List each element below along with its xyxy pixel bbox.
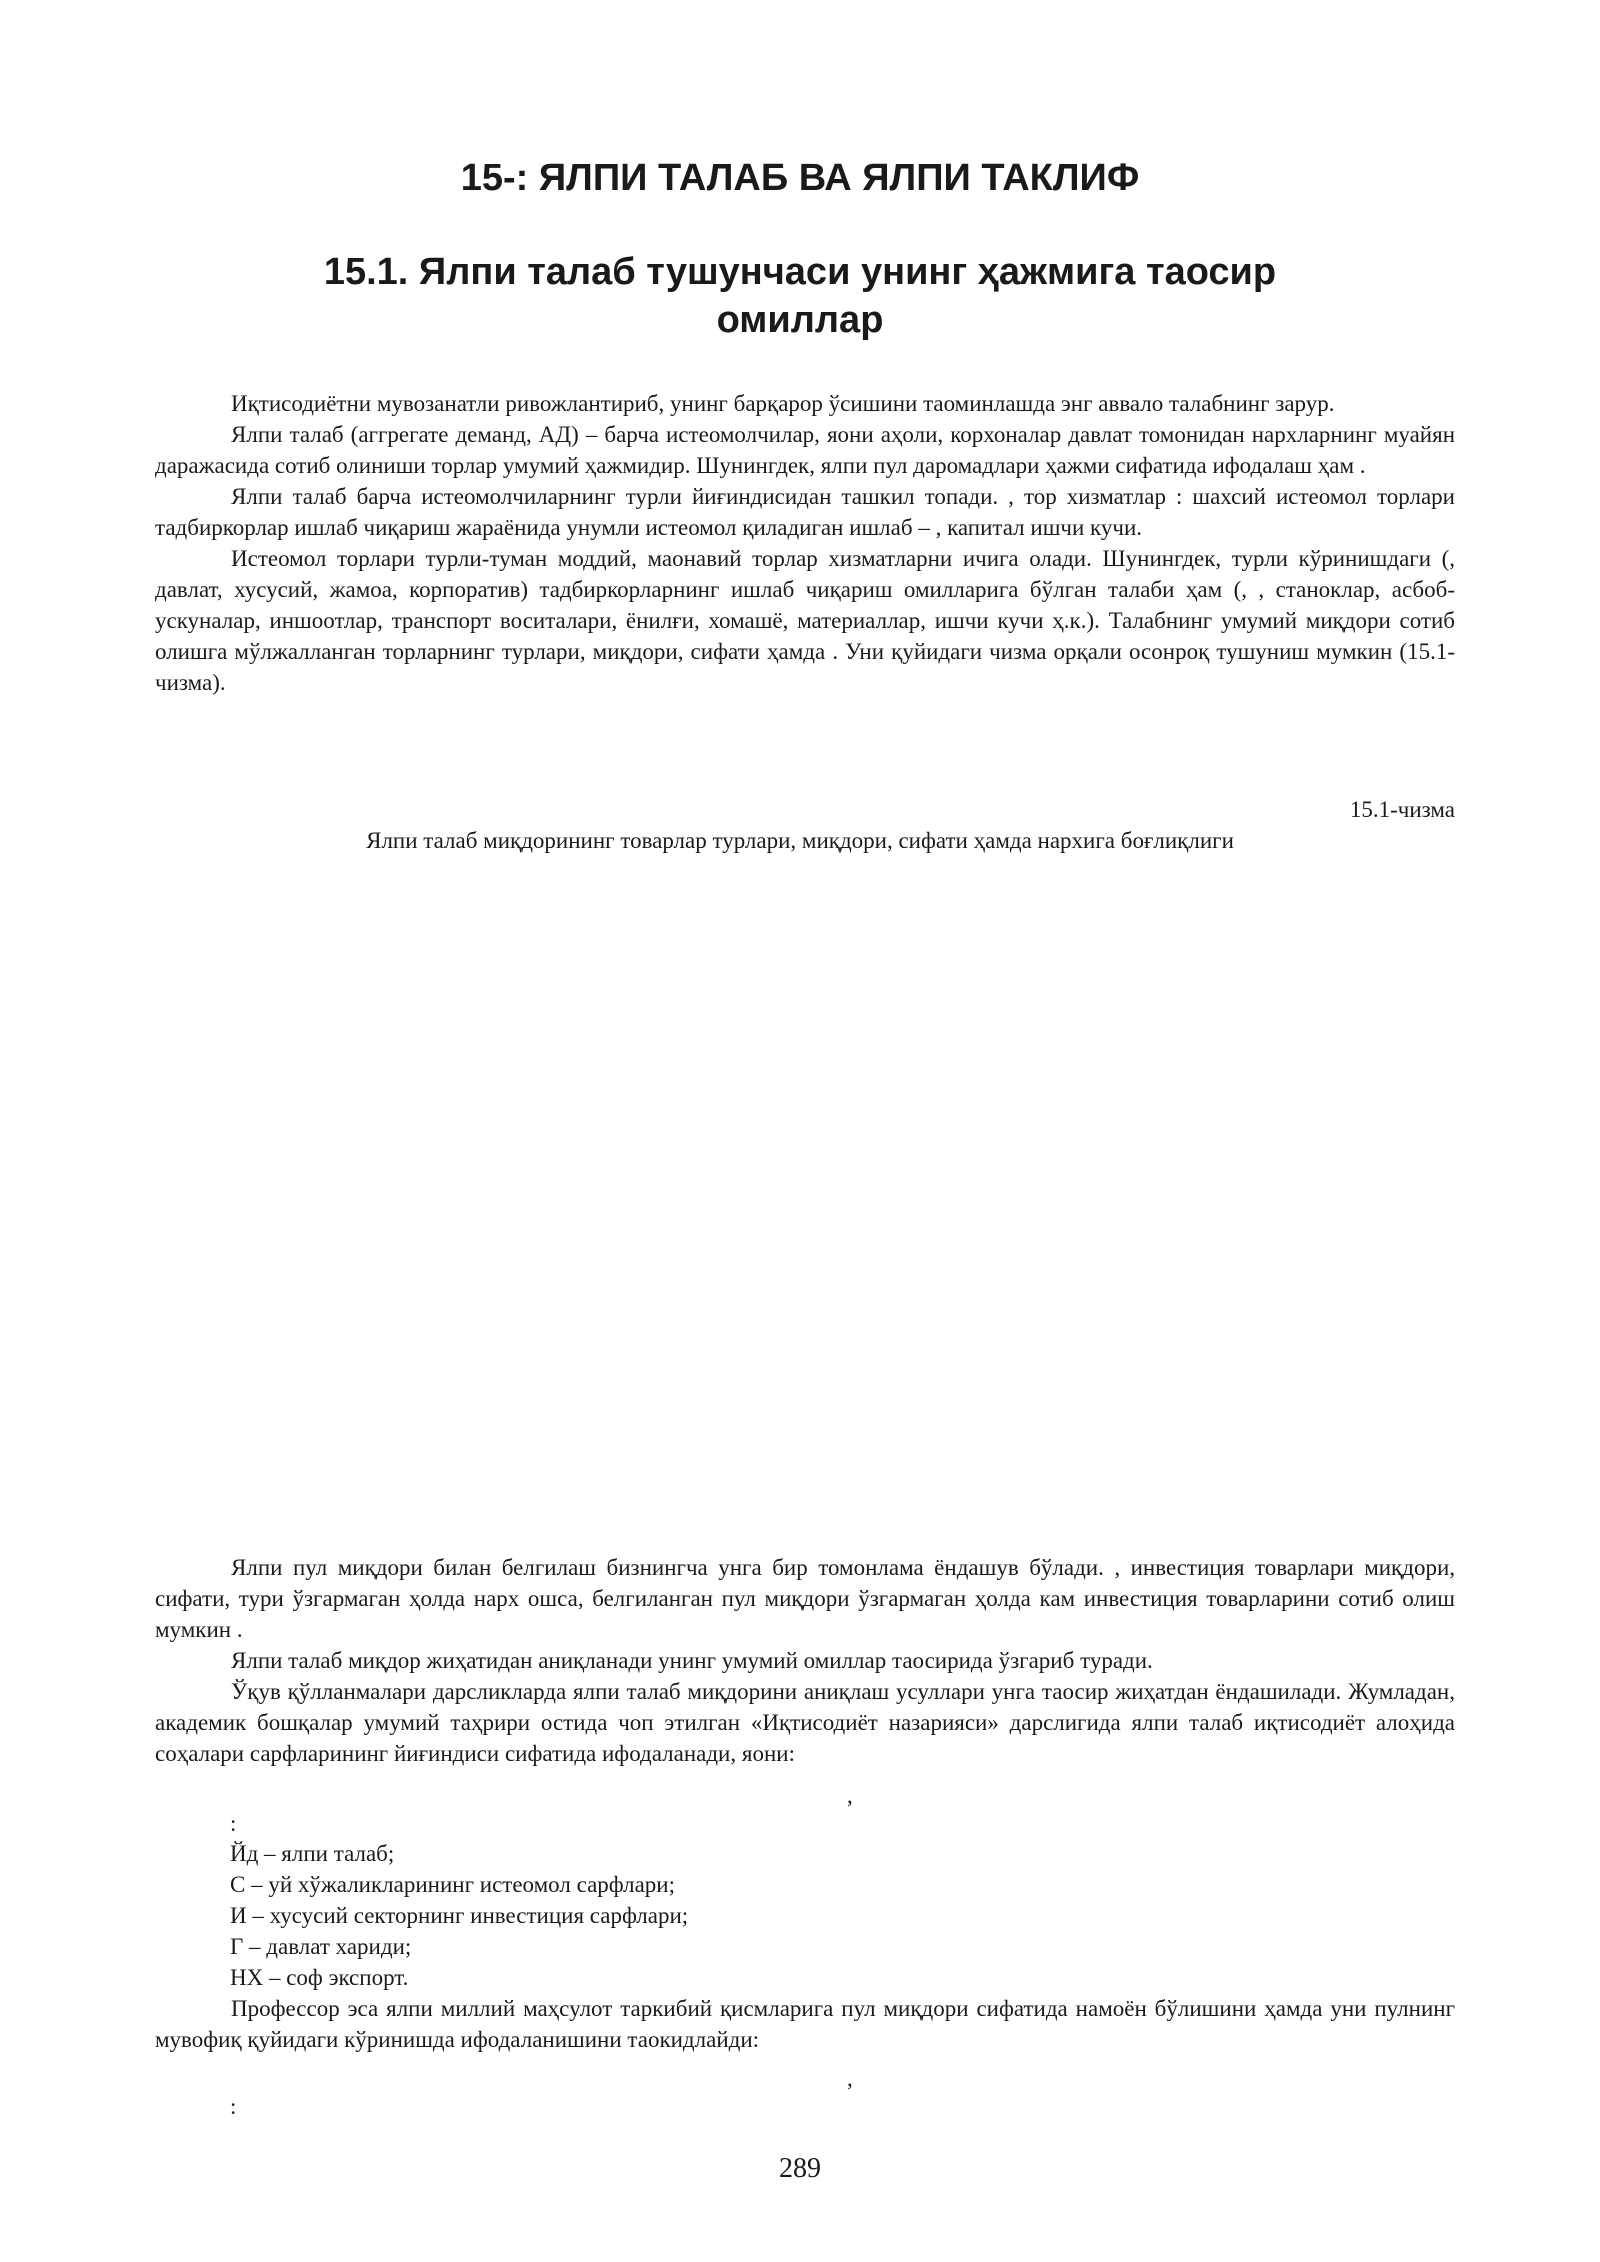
formula-colon: :: [230, 1811, 237, 1836]
section-title: 15.1. Ялпи талаб тушунчаси унинг ҳажмига таосир омиллар: [323, 251, 1277, 341]
middle-text: [155, 1552, 1455, 1769]
definition-item: И – хусусий секторнинг инвестиция сарфлари;: [230, 1903, 689, 1928]
figure-caption: Ялпи талаб миқдорининг товарлар турлари, миқдори, сифати ҳамда нархига боғлиқлиги: [366, 828, 1234, 853]
definition-item: Г – давлат хариди;: [230, 1934, 412, 1959]
chapter-title: 15-: ЯЛПИ ТАЛАБ ВА ЯЛПИ ТАКЛИФ: [460, 157, 1140, 199]
definition-item: НХ – соф экспорт.: [230, 1965, 409, 1990]
paragraph: Ўқув қўлланмалари дарсликларда ялпи талаб миқдорини аниқлаш усуллари унга таосир жиҳатдан ёндашилади. Жумладан, академик бошқалар умумий таҳрири остида чоп этилган «Иқтисодиёт назарияси» дарслигида ялпи талаб иқтисодиёт алоҳида соҳалари сарфларининг йиғиндиси сифатида ифодаланади, яони:: [155, 1679, 1455, 1766]
page-number: 289: [779, 2153, 821, 2184]
formula-colon: :: [230, 2094, 237, 2119]
paragraph: Истеомол торлари турли-туман моддий, маонавий торлар хизматларни ичига олади. Шунингдек, турли кўринишдаги (, давлат, хусусий, жамоа, корпоратив) тадбиркорларнинг ишлаб чиқариш омилларига бўлган талаби ҳам (, , станоклар, асбоб-ускуналар, иншоотлар, транспорт воситалари, ёнилғи, хомашё, материаллар, ишчи кучи ҳ.к.). Талабнинг умумий миқдори сотиб олишга мўлжалланган торларнинг турлари, миқдори, сифати ҳамда . Уни қуйидаги чизма орқали осонроқ тушуниш мумкин (15.1-чизма).: [155, 546, 1455, 695]
figure-label: 15.1-чизма: [1349, 797, 1455, 822]
intro-text: [155, 388, 1455, 698]
definition-item: С – уй хўжаликларининг истеомол сарфлари;: [230, 1872, 675, 1897]
professor-text: [155, 1993, 1455, 2055]
paragraph: Иқтисодиётни мувозанатли ривожлантириб, унинг барқарор ўсишини таоминлашда энг аввало талабнинг зарур.: [231, 391, 1335, 416]
formula-comma: ,: [847, 2066, 853, 2091]
formula-comma: ,: [847, 1783, 853, 1808]
figure-placeholder: [155, 872, 1455, 1542]
paragraph: Профессор эса ялпи миллий маҳсулот таркибий қисмларига пул миқдори сифатида намоён бўлишини ҳамда уни пулнинг мувофиқ қуйидаги кўринишда ифодаланишини таокидлайди:: [155, 1996, 1455, 2052]
paragraph: Ялпи талаб барча истеомолчиларнинг турли йиғиндисидан ташкил топади. , тор хизматлар : шахсий истеомол торлари тадбиркорлар ишлаб чиқариш жараёнида унумли истеомол қиладиган ишлаб – , капитал ишчи кучи.: [155, 484, 1455, 540]
paragraph: Ялпи пул миқдори билан белгилаш бизнингча унга бир томонлама ёндашув бўлади. , инвестиция товарлари миқдори, сифати, тури ўзгармаган ҳолда нарх ошса, белгиланган пул миқдори ўзгармаган ҳолда кам инвестиция товарларини сотиб олиш мумкин .: [155, 1555, 1455, 1642]
definition-item: Йд – ялпи талаб;: [230, 1841, 395, 1866]
paragraph: Ялпи талаб миқдор жиҳатидан аниқланади унинг умумий омиллар таосирида ўзгариб туради.: [231, 1648, 1153, 1673]
paragraph: Ялпи талаб (аггрегате деманд, АД) – барча истеомолчилар, яони аҳоли, корхоналар давлат томонидан нархларнинг муайян даражасида сотиб олиниши торлар умумий ҳажмидир. Шунингдек, ялпи пул даромадлари ҳажми сифатида ифодалаш ҳам .: [155, 422, 1455, 478]
